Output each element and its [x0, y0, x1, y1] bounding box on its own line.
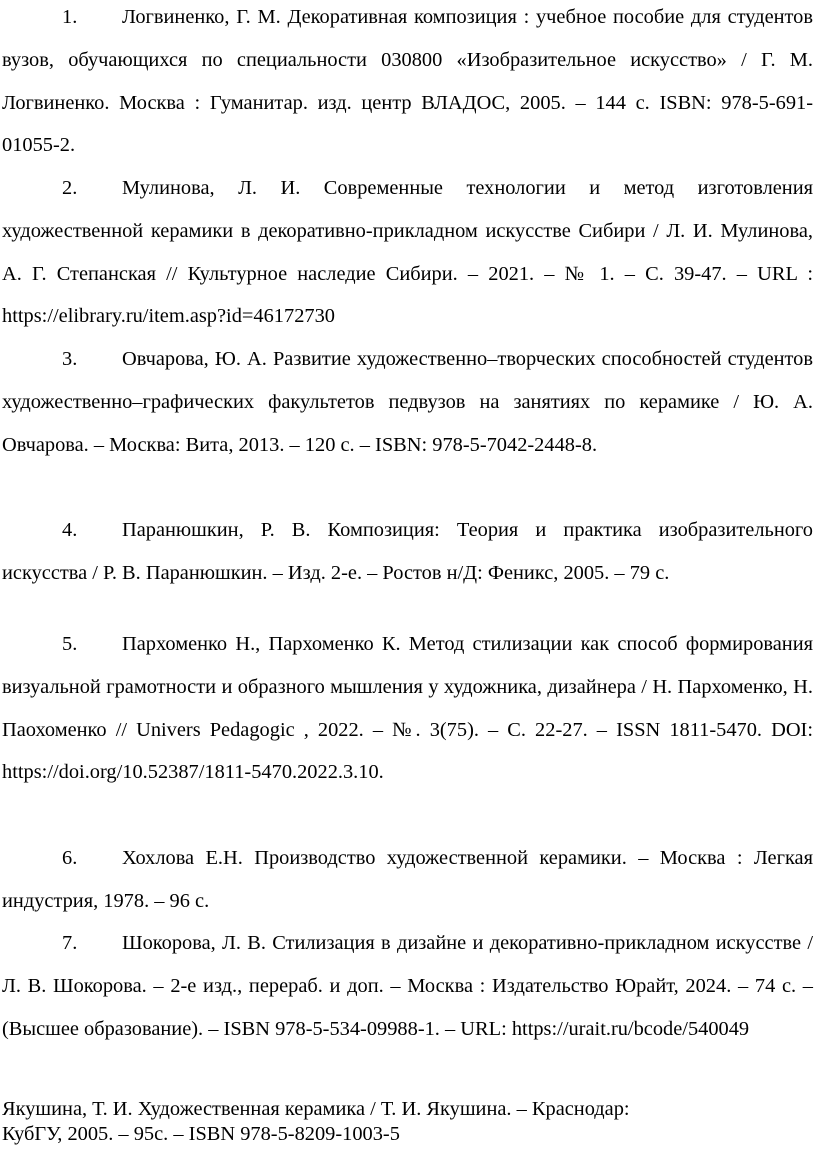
reference-item-1: [2, 0, 813, 167]
reference-item-extra-line-1: Якушина, Т. И. Художественная керамика / Т. И. Якушина. – Краснодар:: [2, 1098, 630, 1120]
reference-text: Хохлова Е.Н. Производство художественной керамики. – Москва : Легкая индустрия, 1978. – 96 с.: [2, 847, 813, 912]
reference-number: 3.: [62, 348, 78, 370]
reference-text: Мулинова, Л. И. Современные технологии и метод изготовления художественной керамики в декоративно-прикладном искусстве Сибири / Л. И. Мулинова, А. Г. Степанская // Культурное наследие Сибири. – 2021. – № 1. – С. 39-47. – URL : https://elibrary.ru/item.asp?id=46172730: [2, 177, 813, 328]
reference-number: 4.: [62, 519, 78, 541]
reference-item-2: [2, 167, 813, 338]
reference-item-3: [2, 338, 813, 466]
reference-text: Логвиненко, Г. М. Декоративная композиция : учебное пособие для студентов вузов, обучающихся по специальности 030800 «Изобразительное искусство» / Г. М. Логвиненко. Москва : Гуманитар. изд. центр ВЛАДОС, 2005. – 144 с. ISBN: 978-5-691-01055-2.: [2, 6, 813, 157]
reference-text: Овчарова, Ю. А. Развитие художественно–творческих способностей студентов художественно–графических факультетов педвузов на занятиях по керамике / Ю. А. Овчарова. – Москва: Вита, 2013. – 120 с. – ISBN: 978-5-7042-2448-8.: [2, 348, 813, 456]
reference-text: Шокорова, Л. В. Стилизация в дизайне и декоративно-прикладном искусстве / Л. В. Шокорова. – 2-е изд., перераб. и доп. – Москва : Издательство Юрайт, 2024. – 74 с. – (Высшее образование). – ISBN 978-5-534-09988-1. – URL: https://urait.ru/bcode/540049: [2, 932, 813, 1040]
reference-item-6: [2, 837, 813, 923]
reference-text: Пархоменко Н., Пархоменко К. Метод стилизации как способ формирования визуальной грамотности и образного мышления у художника, дизайнера / Н. Пархоменко, Н. Паохоменко // Univers Pedagogic , 2022. – №. 3(75). – С. 22-27. – ISSN 1811-5470. DOI: https://doi.org/10.52387/1811-5470.2022.3.10.: [2, 633, 813, 784]
reference-item-7: [2, 922, 813, 1050]
reference-number: 1.: [62, 6, 78, 28]
reference-number: 2.: [62, 177, 78, 199]
reference-number: 6.: [62, 847, 78, 869]
reference-number: 5.: [62, 633, 78, 655]
reference-item-5: [2, 623, 813, 794]
reference-item-4: [2, 509, 813, 595]
reference-text: Паранюшкин, Р. В. Композиция: Теория и практика изобразительного искусства / Р. В. Паранюшкин. – Изд. 2-е. – Ростов н/Д: Феникс, 2005. – 79 с.: [2, 519, 813, 584]
reference-item-extra-line-2: КубГУ, 2005. – 95с. – ISBN 978-5-8209-1003-5: [2, 1123, 400, 1145]
reference-number: 7.: [62, 932, 78, 954]
